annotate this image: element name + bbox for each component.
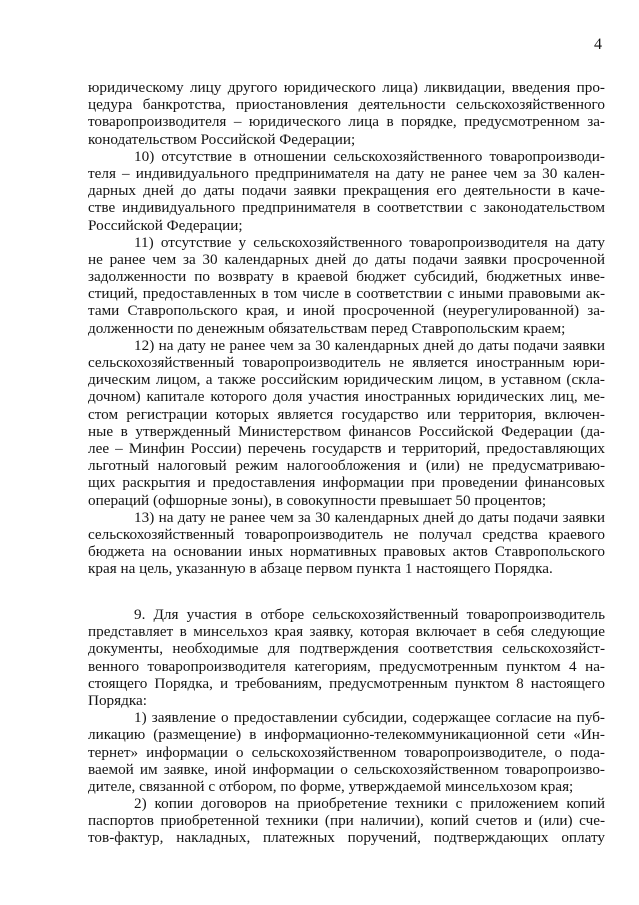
text-line: сельскохозяйственный товаропроизводитель не является иностранным юри- — [88, 354, 605, 371]
text-block-upper — [88, 79, 605, 577]
text-line: венного товаропроизводителя категориям, предусмотренным пунктом 4 на- — [88, 657, 605, 675]
text-line: дочном) капитале которого доля участия иностранных юридических лиц, ме- — [88, 388, 605, 406]
text-line: долженности по денежным обязательствам перед Ставропольским краем; — [88, 319, 566, 337]
text-line: ликацию (размещение) в информационно-телекоммуникационной сети «Ин- — [88, 726, 605, 744]
text-line: стиций, предоставленных в том числе в соответствии с иными правовыми ак- — [88, 285, 605, 303]
text-line: лее – Минфин России) перечень государств и территорий, предоставляющих — [88, 439, 605, 457]
text-line: стом регистрации которых является государство или территория, включен- — [88, 405, 605, 423]
text-line: 9. Для участия в отборе сельскохозяйственный товаропроизводитель — [134, 606, 605, 623]
text-line: юридическому лицу другого юридического лица) ликвидации, введения про- — [88, 79, 605, 96]
text-line: 2) копии договоров на приобретение техники с приложением копий — [134, 795, 605, 813]
text-line: бюджета на основании иных нормативных правовых актов Ставропольского — [88, 543, 605, 561]
text-line: цедура банкротства, приостановления деятельности сельскохозяйственного — [88, 96, 605, 114]
text-line: дарных дней до даты подачи заявки прекращения его деятельности в каче- — [88, 182, 605, 200]
text-line: 11) отсутствие у сельскохозяйственного товаропроизводителя на дату — [134, 233, 605, 251]
text-line: Российской Федерации; — [88, 216, 243, 234]
text-line: ваемой им заявке, иной информации о сельскохозяйственном товаропроизво- — [88, 760, 605, 778]
text-line: 1) заявление о предоставлении субсидии, содержащее согласие на пуб- — [134, 709, 605, 727]
text-line: дителе, связанной с отбором, по форме, утверждаемой минсельхозом края; — [88, 777, 574, 795]
text-line: дическим лицом, а также российским юридическим лицом, в уставном (скла- — [88, 371, 605, 389]
text-line: операций (офшорные зоны), в совокупности превышает 50 процентов; — [88, 491, 547, 509]
text-line: ные в утвержденный Министерством финансов Российской Федерации (да- — [88, 422, 605, 440]
text-line: Порядка: — [88, 691, 147, 709]
text-line: конодательством Российской Федерации; — [88, 130, 356, 148]
text-line: льготный налоговый режим налогообложения и (или) не предусматриваю- — [88, 457, 605, 475]
text-line: товаропроизводителя – юридического лица в порядке, предусмотренном за- — [88, 113, 605, 131]
text-line: представляет в минсельхоз края заявку, которая включает в себя следующие — [88, 623, 605, 641]
text-line: тернет» информации о сельскохозяйственном товаропроизводителе, о пода- — [88, 743, 605, 761]
text-line: паспортов приобретенной техники (при наличии), копий счетов и (или) сче- — [88, 812, 605, 830]
text-line: документы, необходимые для подтверждения соответствия сельскохозяйст- — [88, 640, 605, 658]
text-line: стоящего Порядка, и требованиям, предусмотренным пунктом 8 настоящего — [88, 674, 605, 692]
text-line: 13) на дату не ранее чем за 30 календарных дней до даты подачи заявки — [134, 508, 605, 526]
page-number: 4 — [594, 36, 602, 53]
text-line: стве индивидуального предпринимателя в соответствии с законодательством — [88, 199, 605, 217]
text-line: 12) на дату не ранее чем за 30 календарных дней до даты подачи заявки — [134, 336, 605, 354]
text-line: сельскохозяйственный товаропроизводитель не получал средства краевого — [88, 525, 605, 543]
text-line: тов-фактур, накладных, платежных поручений, подтверждающих оплату — [88, 829, 605, 847]
text-line: не ранее чем за 30 календарных дней до даты подачи заявки просроченной — [88, 250, 605, 268]
text-line: теля – индивидуального предпринимателя на дату не ранее чем за 30 кален- — [88, 164, 605, 182]
text-line: 10) отсутствие в отношении сельскохозяйственного товаропроизводи- — [134, 147, 605, 165]
text-block-lower — [88, 606, 605, 847]
text-line: задолженности по возврату в краевой бюджет субсидий, бюджетных инве- — [88, 268, 605, 286]
text-line: края на цель, указанную в абзаце первом пункта 1 настоящего Порядка. — [88, 560, 553, 578]
text-line: щих раскрытия и предоставления информации при проведении финансовых — [88, 474, 605, 492]
text-line: тами Ставропольского края, и иной просроченной (неурегулированной) за- — [88, 302, 605, 320]
